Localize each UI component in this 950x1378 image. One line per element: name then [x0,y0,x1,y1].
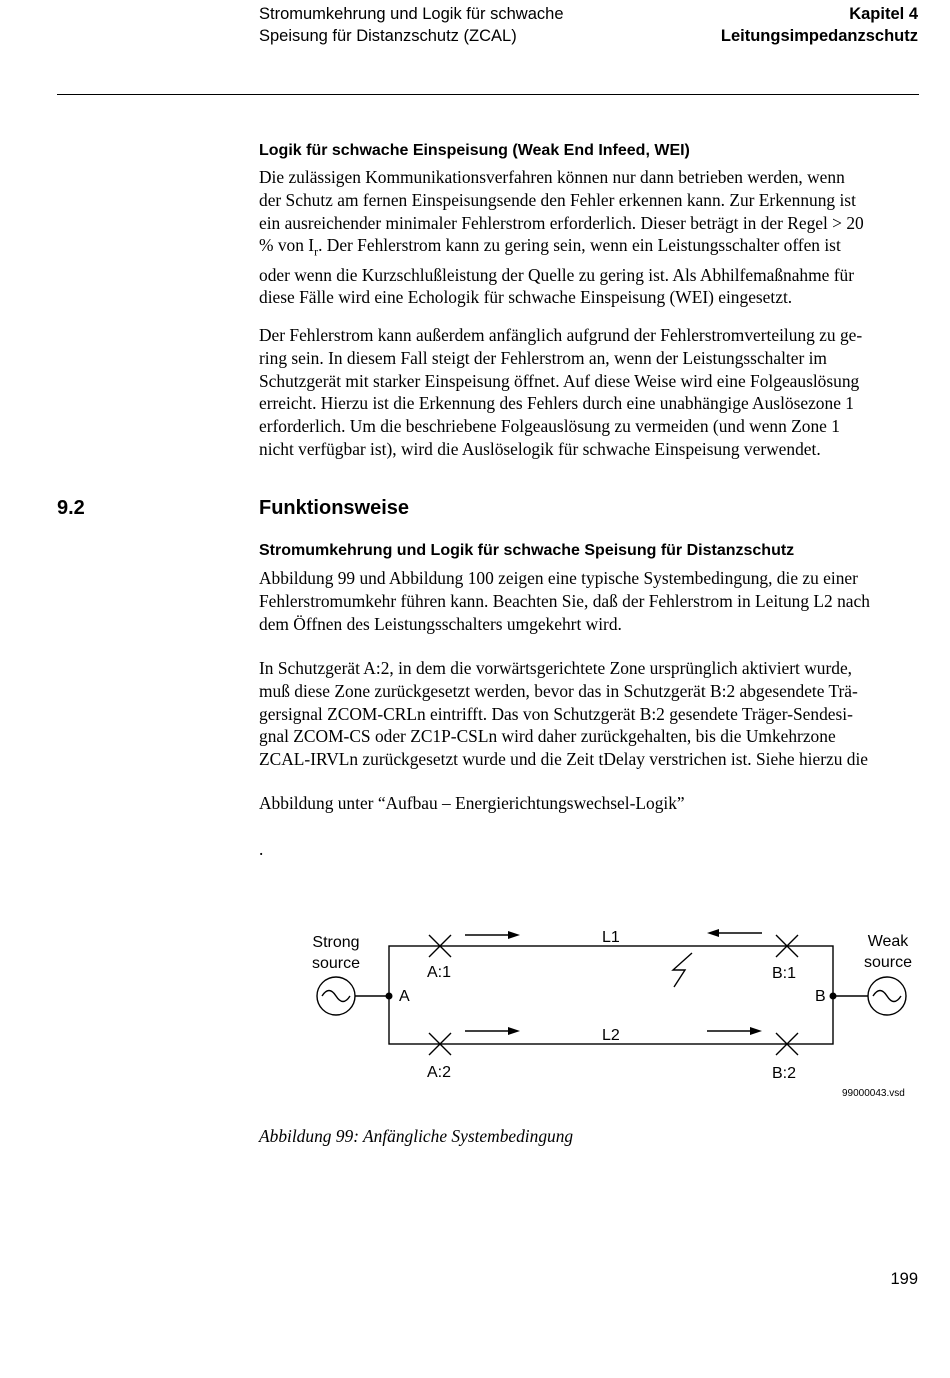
text-line: dem Öffnen des Leistungsschalters umgekehrt wird. [259,613,622,634]
header-left-line-1: Stromumkehrung und Logik für schwache [259,5,564,23]
page-number: 199 [890,1270,918,1288]
text-line: gnal ZCOM-CS oder ZC1P-CSLn wird daher zurückgehalten, bis die Umkehrzone [259,726,836,747]
text-line: ZCAL-IRVLn zurückgesetzt wurde und die Zeit tDelay verstrichen ist. Siehe hierzu die [259,749,869,770]
breaker-a2-label: A:2 [427,1064,452,1081]
text-line: ein ausreichender minimaler Fehlerstrom erforderlich. Dieser beträgt in der Regel > 20 [259,212,864,233]
system-diagram [290,915,930,1095]
wei-paragraph-1 [259,166,921,309]
section-paragraph-3 [259,792,921,815]
text-line: Die zulässigen Kommunikationsverfahren können nur dann betrieben werden, wenn [259,167,845,187]
breaker-a1-label: A:1 [427,964,452,981]
node-a-dot [386,993,393,1000]
weak-source-label-2: source [863,954,913,971]
section-subheading: Stromumkehrung und Logik für schwache Speisung für Distanzschutz [259,542,795,559]
figure-file-reference: 99000043.vsd [842,1088,905,1099]
text-line: erreicht. Hierzu ist die Erkennung des Fehlers durch eine unabhängige Auslösezone 1 [259,393,854,414]
section-paragraph-2 [259,657,921,771]
section-paragraph-1 [259,567,921,635]
text-line: der Schutz am fernen Einspeisungsende den Fehler erkennen kann. Zur Erkennung ist [259,189,856,210]
line-l1-label: L1 [602,929,620,946]
fault-lightning-icon [673,953,692,987]
header-left-line-2: Speisung für Distanzschutz (ZCAL) [259,27,517,45]
line-l2-label: L2 [602,1027,620,1044]
node-b-dot [830,993,837,1000]
section-number: 9.2 [57,497,85,519]
strong-source-symbol [317,977,355,1015]
strong-source-label-2: source [311,955,361,972]
strong-source-label-1: Strong [312,934,360,951]
text-line [259,234,921,263]
running-header-right [721,3,918,47]
text-fragment: % von I [259,235,315,256]
section-paragraph-4 [259,838,921,861]
node-b-label: B [815,988,826,1005]
weak-source-label-1: Weak [867,933,909,950]
text-line: . [259,839,264,859]
header-rule [57,94,919,95]
arrow-l2-a-right-icon [465,1027,520,1035]
text-line: Der Fehlerstrom kann außerdem anfänglich aufgrund der Fehlerstromverteilung zu ge- [259,325,863,345]
text-line: ring sein. In diesem Fall steigt der Fehlerstrom an, wenn der Leistungsschalter im [259,347,827,368]
text-line: muß diese Zone zurückgesetzt werden, bevor das in Schutzgerät B:2 abgesendete Trä- [259,680,858,701]
text-line: Abbildung unter “Aufbau – Energierichtungswechsel-Logik” [259,793,685,813]
text-line: In Schutzgerät A:2, in dem die vorwärtsgerichtete Zone ursprünglich aktiviert wurde, [259,658,853,678]
running-header-left [259,3,564,47]
figure-caption: Abbildung 99: Anfängliche Systembedingung [259,1126,574,1146]
section-title: Funktionsweise [259,497,410,519]
header-chapter: Kapitel 4 [849,5,918,23]
arrow-l1-a-right-icon [465,931,520,939]
text-line: Schutzgerät mit starker Einspeisung öffnet. Auf diese Weise wird eine Folgeauslösung [259,370,860,391]
weak-source-symbol [868,977,906,1015]
text-fragment: . Der Fehlerstrom kann zu gering sein, wenn ein Leistungsschalter offen ist [318,235,841,256]
text-line: Abbildung 99 und Abbildung 100 zeigen eine typische Systembedingung, die zu einer [259,568,858,588]
arrow-l2-b-right-icon [707,1027,762,1035]
text-line: Fehlerstromumkehr führen kann. Beachten Sie, daß der Fehlerstrom in Leitung L2 nach [259,590,870,611]
text-line: diese Fälle wird eine Echologik für schwache Einspeisung (WEI) eingesetzt. [259,287,793,308]
breaker-b1-label: B:1 [772,965,797,982]
text-line: oder wenn die Kurzschlußleistung der Quelle zu gering ist. Als Abhilfemaßnahme für [259,264,854,285]
breaker-b2-label: B:2 [772,1065,797,1082]
header-chapter-title: Leitungsimpedanzschutz [720,27,918,45]
subscript: r [314,244,319,259]
arrow-l1-b-left-icon [707,929,762,937]
text-line: nicht verfügbar ist), wird die Auslöselogik für schwache Einspeisung verwendet. [259,438,821,459]
wei-paragraph-2 [259,324,921,461]
wei-heading: Logik für schwache Einspeisung (Weak End Infeed, WEI) [259,142,690,159]
text-line: gersignal ZCOM-CRLn eintrifft. Das von Schutzgerät B:2 gesendete Träger-Sendesi- [259,703,853,724]
node-a-label: A [399,988,410,1005]
text-line: erforderlich. Um die beschriebene Folgeauslösung zu vermeiden (und wenn Zone 1 [259,416,840,437]
